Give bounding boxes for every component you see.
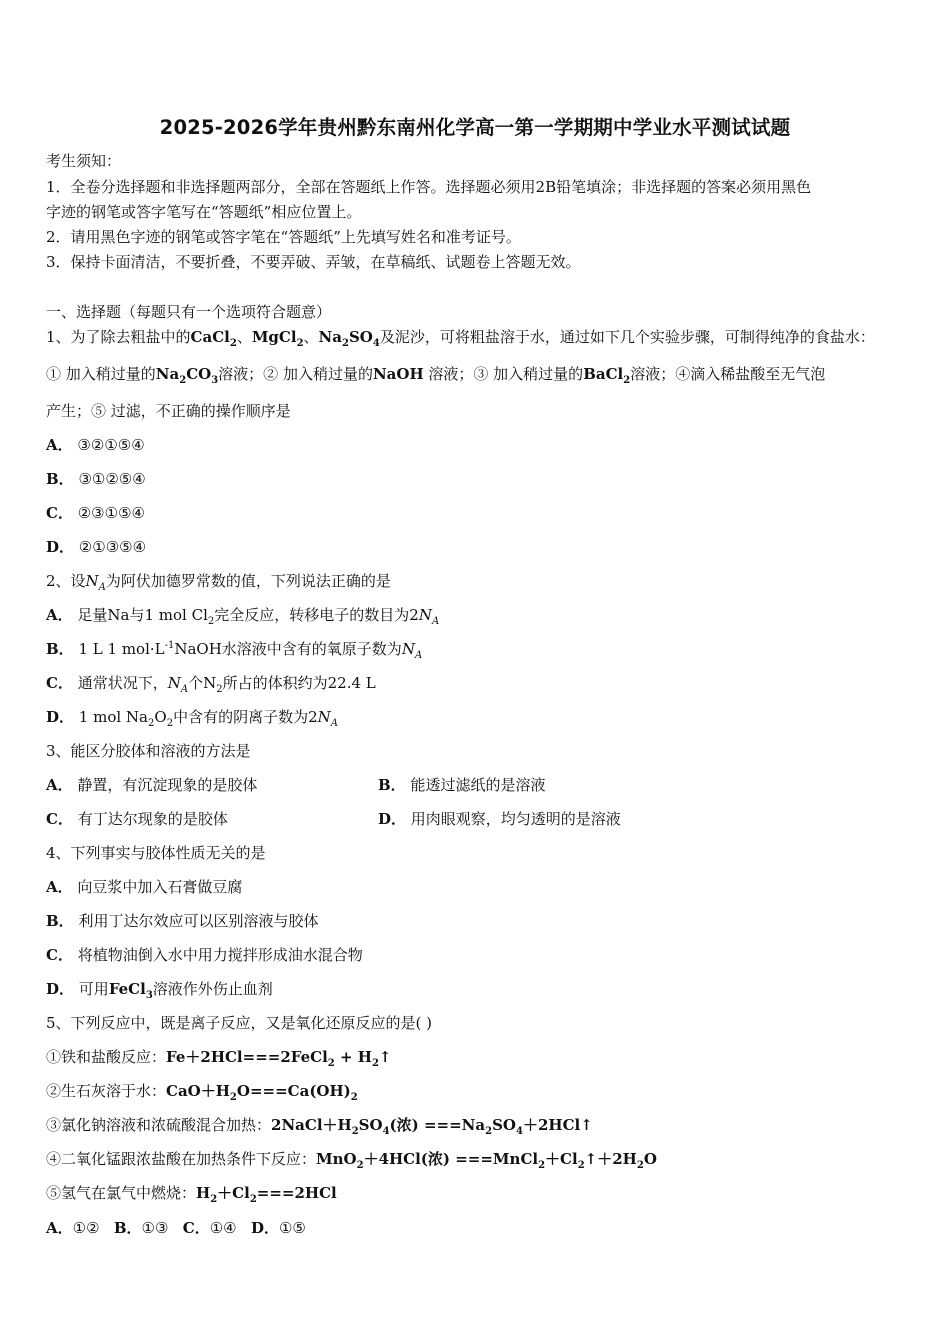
option-4-c[interactable]: C． 将植物油倒入水中用力搅拌形成油水混合物 bbox=[46, 946, 363, 964]
option-2-c[interactable]: C． 通常状况下，$N_A$个$N_2$所占的体积约为22.4 L bbox=[46, 674, 376, 695]
option-5-c[interactable]: C．①④ bbox=[182, 1219, 237, 1237]
option-1-c[interactable]: C． ②③①⑤④ bbox=[46, 504, 145, 522]
notice-heading: 考生须知： bbox=[46, 152, 122, 170]
option-2-a[interactable]: A． 足量Na与1 mol $Cl_2$完全反应，转移电子的数目为$2N_A$ bbox=[46, 606, 440, 627]
section-heading: 一、选择题（每题只有一个选项符合题意） bbox=[46, 303, 332, 321]
option-5-b[interactable]: B．①③ bbox=[113, 1219, 169, 1237]
option-1-d[interactable]: D． ②①③⑤④ bbox=[46, 538, 147, 556]
question-2-stem: 2、设$N_A$为阿伏加德罗常数的值，下列说法正确的是 bbox=[46, 572, 391, 593]
reaction-1: ①铁和盐酸反应：Fe＋2HCl===2FeCl$_2$ + $H_2↑$ bbox=[46, 1048, 392, 1069]
option-3-d[interactable]: D． 用肉眼观察，均匀透明的是溶液 bbox=[378, 810, 621, 828]
question-5-options bbox=[46, 1218, 306, 1238]
reaction-3: ③氯化钠溶液和浓硫酸混合加热：$2NaCl+H_2SO_4$(浓) $===Na_2SO_4+2HCl↑$ bbox=[46, 1116, 593, 1137]
question-1-stem: 1、为了除去粗盐中的CaCl$_2$、MgCl$_2$、$Na_2SO_4$及泥沙，可将粗盐溶于水，通过如下几个实验步骤，可制得纯净的食盐水： bbox=[46, 328, 875, 349]
option-5-d[interactable]: D．①⑤ bbox=[250, 1219, 306, 1237]
question-1-stem-end: 产生；⑤ 过滤，不正确的操作顺序是 bbox=[46, 402, 291, 420]
reaction-2: ②生石灰溶于水：$CaO+H_2O===Ca(OH)_2$ bbox=[46, 1082, 358, 1103]
option-2-b[interactable]: B． 1 L 1 $mol\cdot L^{-1}NaOH$水溶液中含有的氧原子数为$N_A$ bbox=[46, 640, 423, 661]
option-5-a[interactable]: A．①② bbox=[46, 1219, 100, 1237]
option-3-b[interactable]: B． 能透过滤纸的是溶液 bbox=[378, 776, 546, 794]
option-4-b[interactable]: B． 利用丁达尔效应可以区别溶液与胶体 bbox=[46, 912, 319, 930]
reaction-5: ⑤氢气在氯气中燃烧：$H_2+Cl_2===2HCl$ bbox=[46, 1184, 337, 1205]
notice-line-1: 1．全卷分选择题和非选择题两部分，全部在答题纸上作答。选择题必须用2B铅笔填涂；非选择题的答案必须用黑色 bbox=[46, 178, 812, 196]
question-3-stem: 3、能区分胶体和溶液的方法是 bbox=[46, 742, 251, 760]
notice-line-4: 3．保持卡面清洁，不要折叠，不要弄破、弄皱，在草稿纸、试题卷上答题无效。 bbox=[46, 253, 581, 271]
reaction-4: ④二氧化锰跟浓盐酸在加热条件下反应：MnO$_2$＋4HCl(浓) $===MnCl_2+Cl_2↑+2H_2O$ bbox=[46, 1150, 657, 1171]
question-1-steps: ① 加入稍过量的$Na_2CO_3$溶液；② 加入稍过量的NaOH 溶液；③ 加入稍过量的BaCl$_2$溶液；④滴入稀盐酸至无气泡 bbox=[46, 365, 826, 386]
option-1-b[interactable]: B． ③①②⑤④ bbox=[46, 470, 146, 488]
option-4-d[interactable]: D． 可用FeCl$_3$溶液作外伤止血剂 bbox=[46, 980, 273, 1001]
option-3-c[interactable]: C． 有丁达尔现象的是胶体 bbox=[46, 810, 228, 828]
option-2-d[interactable]: D． 1 mol $Na_2O_2$中含有的阴离子数为$2N_A$ bbox=[46, 708, 338, 729]
question-5-stem: 5、下列反应中，既是离子反应，又是氧化还原反应的是( ) bbox=[46, 1014, 433, 1032]
notice-line-3: 2．请用黑色字迹的钢笔或答字笔在“答题纸”上先填写姓名和准考证号。 bbox=[46, 228, 521, 246]
option-1-a[interactable]: A． ③②①⑤④ bbox=[46, 436, 145, 454]
option-4-a[interactable]: A． 向豆浆中加入石膏做豆腐 bbox=[46, 878, 243, 896]
exam-title: 2025-2026学年贵州黔东南州化学高一第一学期期中学业水平测试试题 bbox=[159, 116, 791, 139]
question-4-stem: 4、下列事实与胶体性质无关的是 bbox=[46, 844, 266, 862]
option-3-a[interactable]: A． 静置，有沉淀现象的是胶体 bbox=[46, 776, 258, 794]
notice-line-2: 字迹的钢笔或答字笔写在“答题纸”相应位置上。 bbox=[46, 203, 362, 221]
